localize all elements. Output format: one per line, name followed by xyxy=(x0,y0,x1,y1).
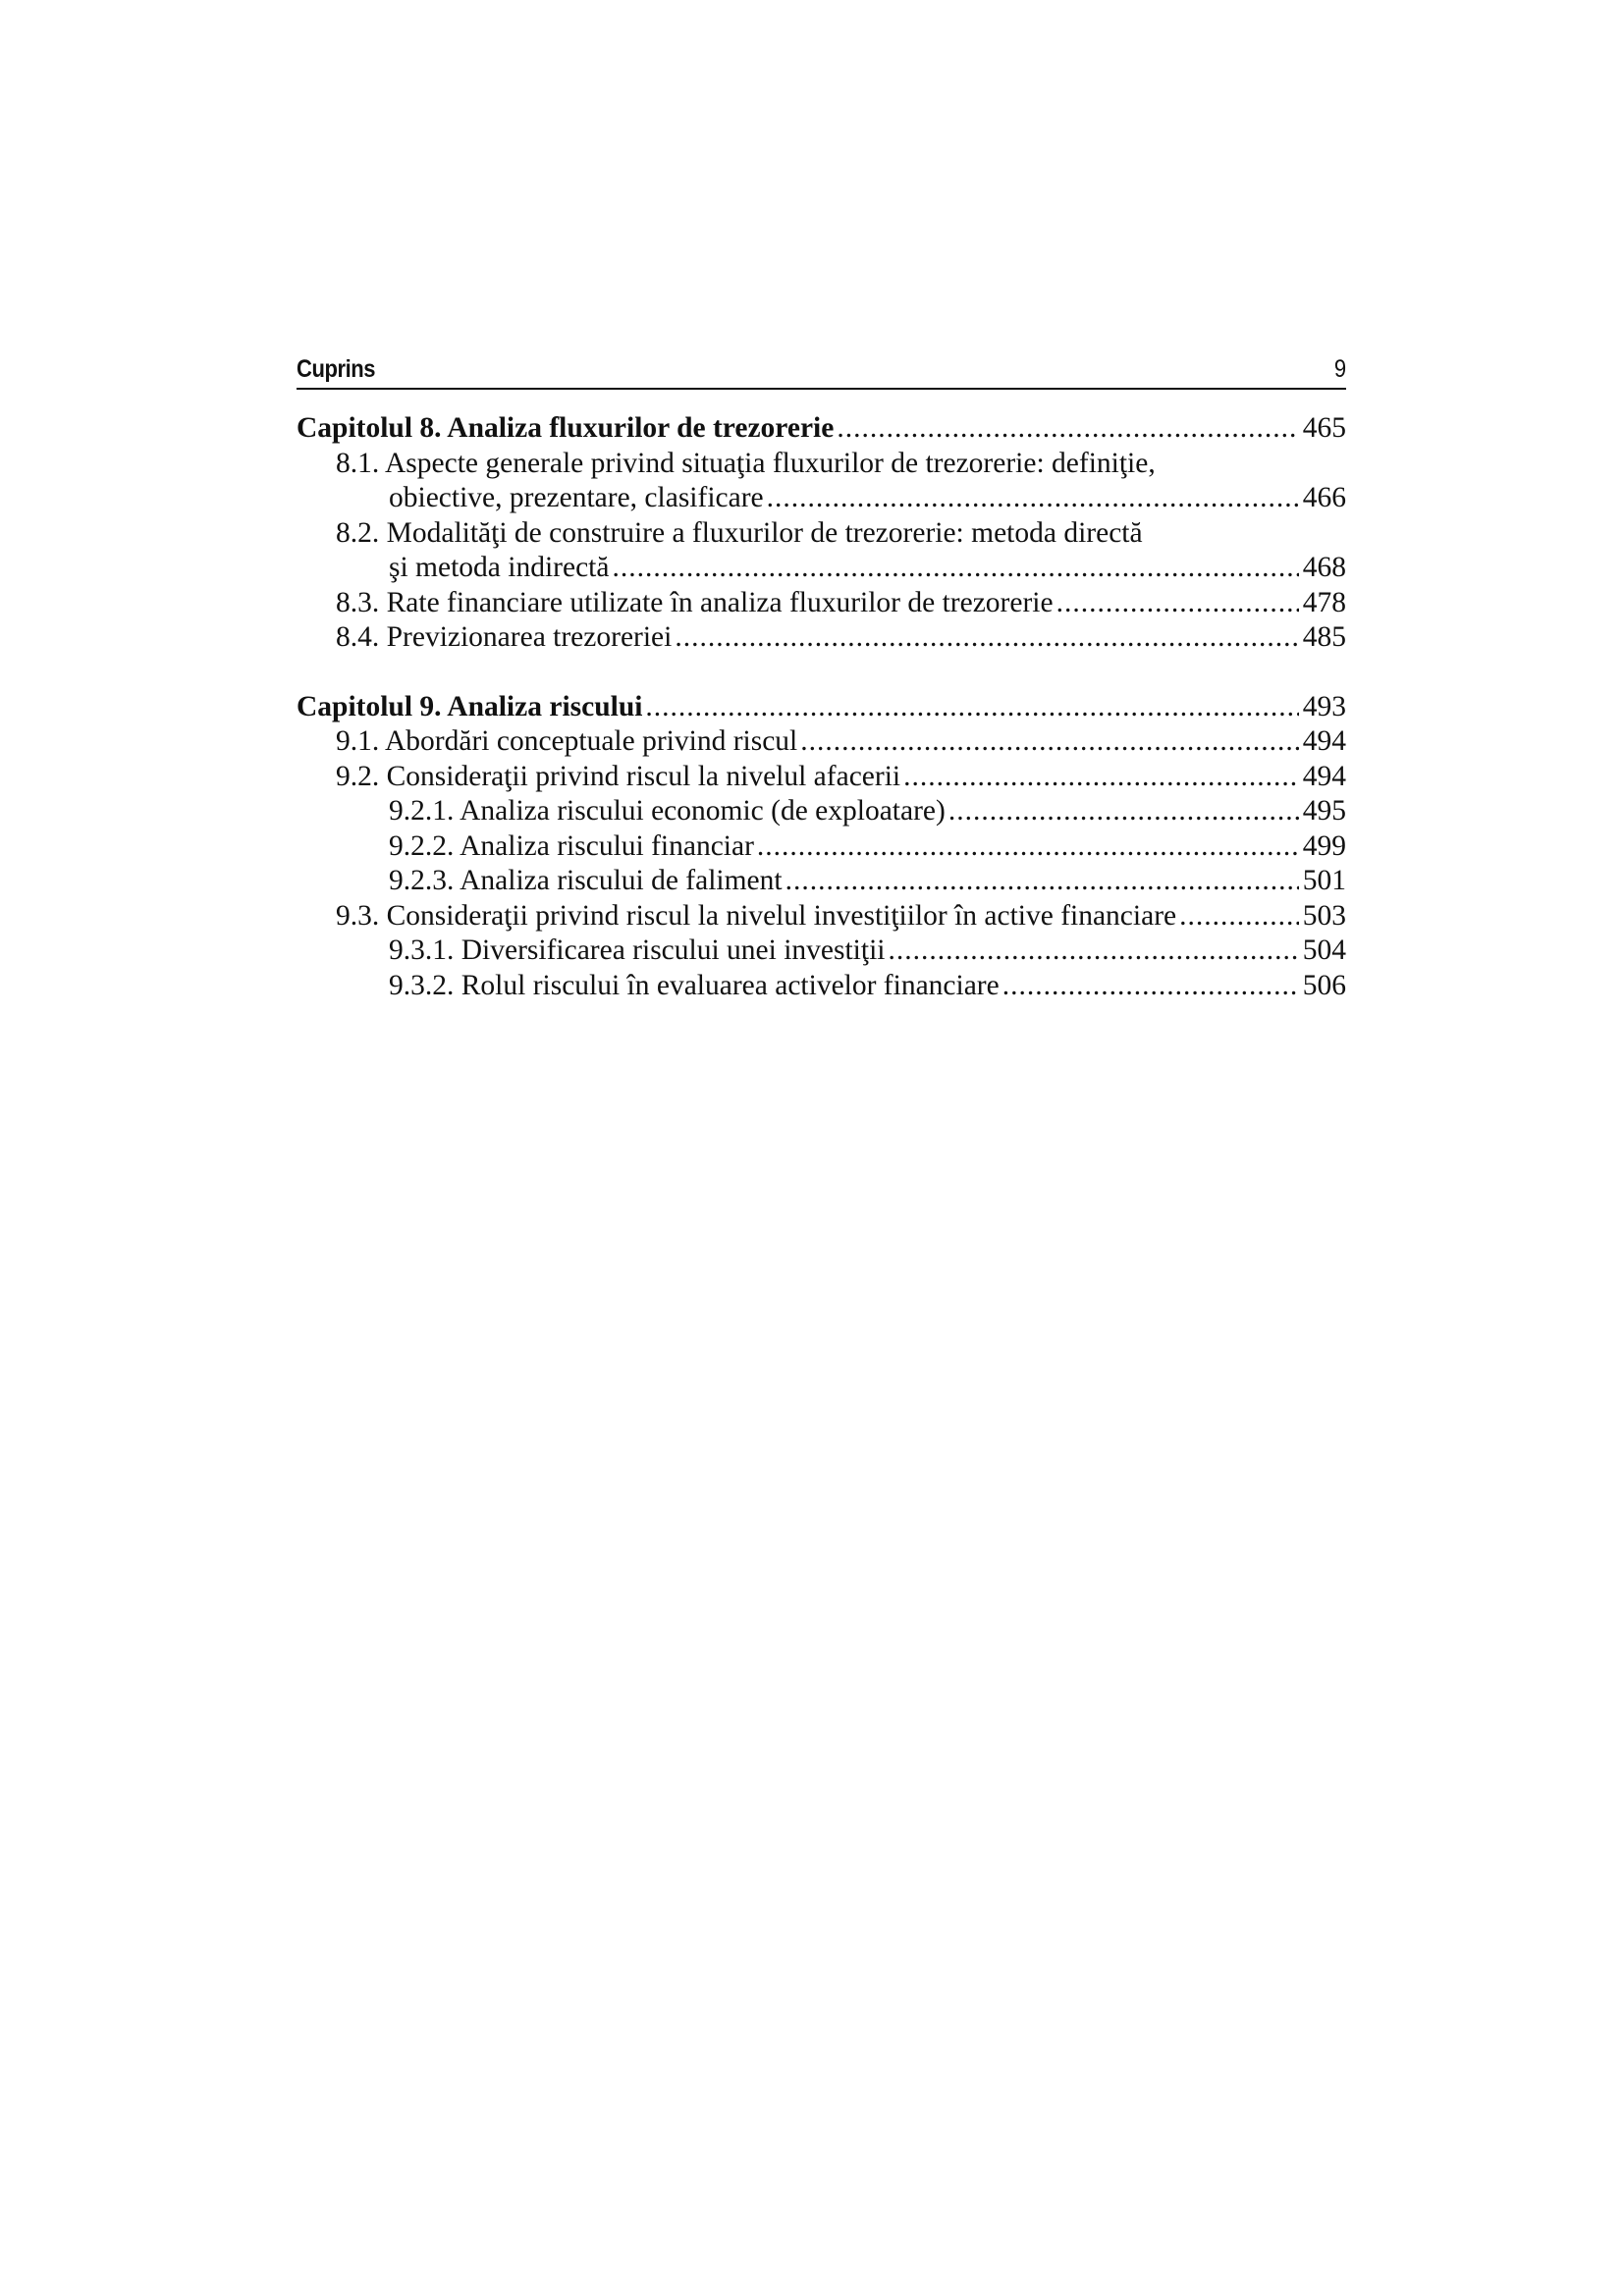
toc-leader-dots xyxy=(800,724,1299,760)
toc-entry-line: 8.2. Modalităţi de construire a fluxurilor de trezorerie: metoda directă xyxy=(336,516,1143,549)
toc-entry-title: 9.3.1. Diversificarea riscului unei investiţii xyxy=(389,934,886,966)
toc-entry-title: Capitolul 8. Analiza fluxurilor de trezorerie xyxy=(297,412,835,444)
toc-leader-dots xyxy=(675,620,1298,656)
toc-leader-dots xyxy=(837,411,1298,447)
toc-leader-dots xyxy=(757,829,1299,865)
toc-entry-page: 466 xyxy=(1302,482,1346,513)
toc-entry-title: 9.3. Consideraţii privind riscul la nivelul investiţiilor în active financiare xyxy=(336,899,1177,932)
running-header-title: Cuprins xyxy=(297,355,376,383)
toc-entry-page: 478 xyxy=(1302,586,1346,618)
toc-entry-title: şi metoda indirectă xyxy=(389,552,610,583)
toc-leader-dots xyxy=(645,690,1298,725)
toc-entry xyxy=(297,864,1346,899)
page-number: 9 xyxy=(1333,355,1346,383)
toc-entry xyxy=(297,620,1346,656)
toc-entry xyxy=(297,411,1346,447)
toc-entry xyxy=(297,586,1346,621)
toc-entry xyxy=(297,760,1346,795)
toc-entry-title: 9.2. Consideraţii privind riscul la nivelul afacerii xyxy=(336,760,901,792)
toc-entry xyxy=(297,829,1346,865)
toc-entry-page: 494 xyxy=(1302,760,1346,792)
document-page xyxy=(297,355,1346,1003)
running-header xyxy=(297,355,1346,388)
toc-entry-title: obiective, prezentare, clasificare xyxy=(389,482,764,513)
toc-entry xyxy=(297,969,1346,1004)
toc-entry-title: 9.2.2. Analiza riscului financiar xyxy=(389,829,754,862)
toc-entry-page: 465 xyxy=(1302,412,1346,444)
toc-entry xyxy=(297,934,1346,969)
header-rule xyxy=(297,388,1346,390)
toc-leader-dots xyxy=(785,864,1299,899)
toc-leader-dots xyxy=(1056,586,1299,621)
toc-entry xyxy=(297,899,1346,934)
toc-chapter-8 xyxy=(297,411,1346,656)
toc-leader-dots xyxy=(903,760,1299,795)
toc-entry xyxy=(297,724,1346,760)
toc-entry-page: 495 xyxy=(1302,795,1346,827)
toc-leader-dots xyxy=(1002,969,1299,1004)
toc-leader-dots xyxy=(612,551,1298,586)
toc-entry-page: 494 xyxy=(1302,725,1346,757)
table-of-contents xyxy=(297,411,1346,1003)
toc-leader-dots xyxy=(888,934,1298,969)
toc-entry-page: 485 xyxy=(1302,621,1346,653)
toc-entry-line: 8.1. Aspecte generale privind situaţia fluxurilor de trezorerie: definiţie, xyxy=(336,447,1156,479)
toc-leader-dots xyxy=(767,481,1299,516)
toc-entry-page: 493 xyxy=(1302,690,1346,722)
toc-entry xyxy=(297,690,1346,725)
toc-chapter-9 xyxy=(297,690,1346,1004)
toc-entry-page: 506 xyxy=(1302,969,1346,1001)
toc-leader-dots xyxy=(948,794,1299,829)
toc-entry xyxy=(297,481,1346,516)
toc-entry-page: 468 xyxy=(1302,552,1346,583)
toc-entry-title: 8.3. Rate financiare utilizate în analiza fluxurilor de trezorerie xyxy=(336,586,1054,618)
toc-entry-page: 504 xyxy=(1302,934,1346,966)
toc-entry-title: 9.2.3. Analiza riscului de faliment xyxy=(389,865,783,896)
toc-entry xyxy=(297,551,1346,586)
toc-entry-title: 9.3.2. Rolul riscului în evaluarea activelor financiare xyxy=(389,969,1000,1001)
toc-entry-title: 9.1. Abordări conceptuale privind riscul xyxy=(336,725,798,757)
toc-entry-page: 501 xyxy=(1302,865,1346,896)
toc-leader-dots xyxy=(1179,899,1299,934)
toc-entry-title: 9.2.1. Analiza riscului economic (de exploatare) xyxy=(389,795,946,827)
toc-entry xyxy=(297,794,1346,829)
toc-entry-title: Capitolul 9. Analiza riscului xyxy=(297,690,643,722)
toc-entry-page: 503 xyxy=(1302,899,1346,932)
toc-entry-page: 499 xyxy=(1302,829,1346,862)
toc-entry-title: 8.4. Previzionarea trezoreriei xyxy=(336,621,673,653)
